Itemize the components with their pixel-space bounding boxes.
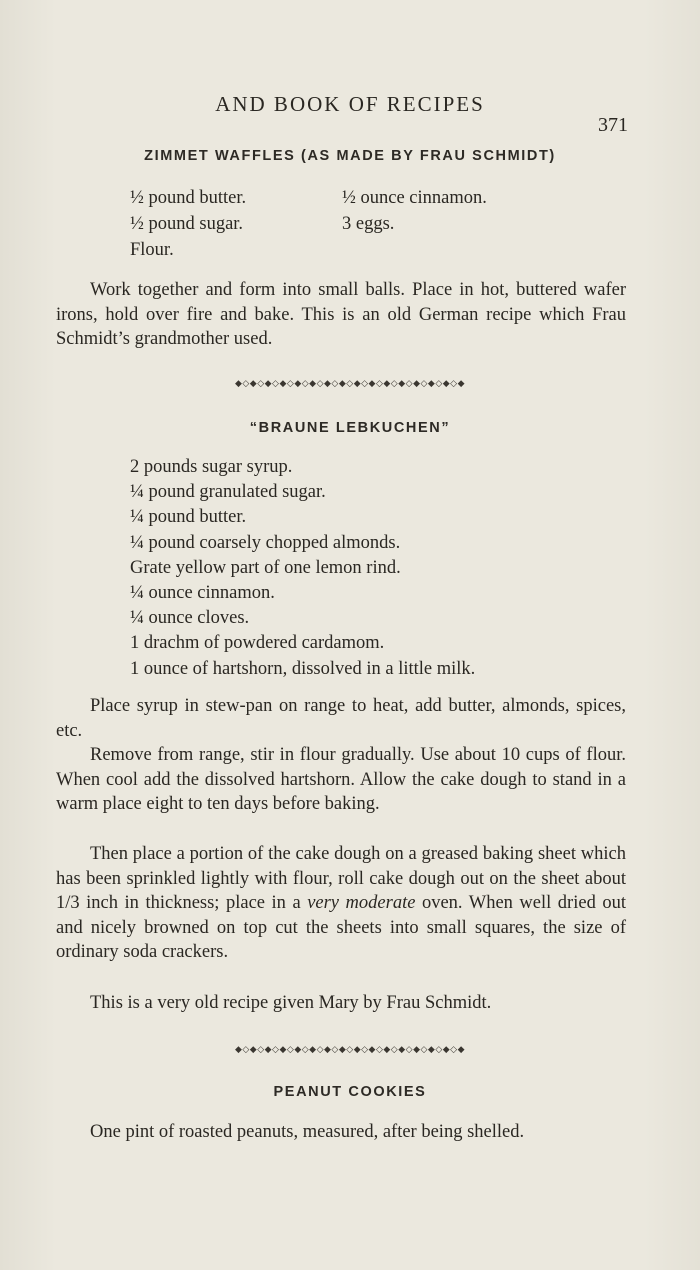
- recipe-title-zimmet-waffles: ZIMMET WAFFLES (AS MADE BY FRAU SCHMIDT): [144, 148, 556, 164]
- ornament-divider: ◆◇◆◇◆◇◆◇◆◇◆◇◆◇◆◇◆◇◆◇◆◇◆◇◆◇◆◇◆◇◆: [234, 1044, 466, 1054]
- method-paragraph-2: Remove from range, stir in flour gradually. Use about 10 cups of flour. When cool add the dissolved hartshorn. Allow the cake dough to stand in a warm place eight to ten days before baking.: [56, 745, 626, 814]
- running-head: AND BOOK OF RECIPES: [215, 92, 485, 116]
- recipe-title-peanut-cookies: PEANUT COOKIES: [273, 1084, 427, 1100]
- ingredient-item: ½ pound sugar.: [130, 214, 244, 234]
- ingredient-item: 3 eggs.: [342, 214, 395, 234]
- ingredient-item: ¼ pound granulated sugar.: [130, 482, 326, 503]
- ingredient-item: Flour.: [130, 240, 174, 260]
- method-paragraph-4: This is a very old recipe given Mary by Frau Schmidt.: [90, 993, 492, 1013]
- ingredient-item: 1 drachm of powdered cardamom.: [130, 633, 385, 654]
- ingredient-item: ½ ounce cinnamon.: [342, 188, 487, 208]
- ingredient-item: 2 pounds sugar syrup.: [130, 457, 293, 477]
- ingredients-braune-lebkuchen: [130, 455, 590, 682]
- recipe-text-peanut-cookies: One pint of roasted peanuts, measured, after being shelled.: [90, 1122, 525, 1142]
- recipe-title-braune-lebkuchen: “BRAUNE LEBKUCHEN”: [249, 420, 451, 436]
- method-paragraph-3-end: oven. When well dried out and nicely browned on top cut the sheets into small squares, the size of ordinary soda crackers.: [56, 893, 626, 962]
- ingredient-item: ¼ ounce cloves.: [130, 608, 250, 629]
- method-zimmet-waffles: Work together and form into small balls. Place in hot, buttered wafer irons, hold over fire and bake. This is an old German recipe which Frau Schmidt’s grandmother used.: [56, 280, 626, 349]
- ingredient-item: ¼ ounce cinnamon.: [130, 583, 275, 604]
- ingredient-item: ¼ pound butter.: [130, 507, 247, 528]
- method-paragraph-3-start: Then place a portion of the cake dough on a greased baking sheet which has been sprinkled lightly with flour, roll cake dough out on the sheet about 1/3 inch in thickness; place in a: [56, 844, 626, 913]
- ingredient-item: 1 ounce of hartshorn, dissolved in a little milk.: [130, 658, 476, 679]
- ingredient-item: Grate yellow part of one lemon rind.: [130, 557, 401, 578]
- ingredient-item: ½ pound butter.: [130, 188, 247, 208]
- ingredients-zimmet-waffles: [130, 186, 560, 262]
- method-paragraph-3: [56, 842, 626, 965]
- ingredient-item: ¼ pound coarsely chopped almonds.: [130, 532, 401, 553]
- method-paragraph-1: Place syrup in stew-pan on range to heat, add butter, almonds, spices, etc.: [56, 696, 626, 741]
- page-number: 371: [598, 114, 628, 136]
- emphasis-very-moderate: very moderate: [307, 893, 416, 913]
- ornament-divider: ◆◇◆◇◆◇◆◇◆◇◆◇◆◇◆◇◆◇◆◇◆◇◆◇◆◇◆◇◆◇◆: [234, 378, 466, 388]
